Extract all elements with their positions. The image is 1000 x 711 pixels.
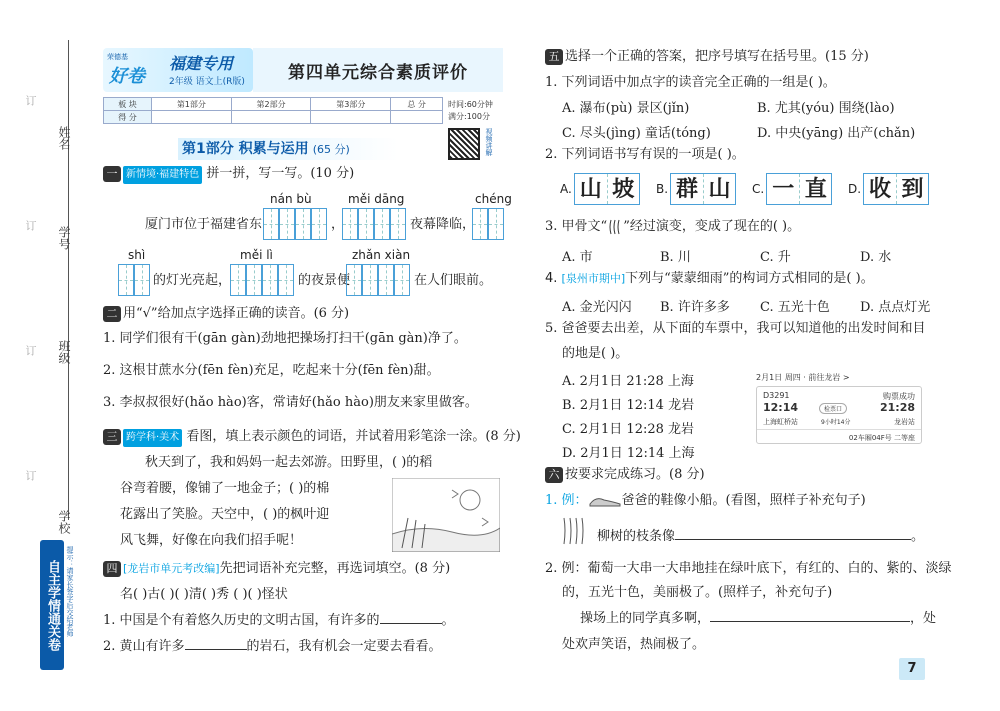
part1-title — [178, 138, 398, 160]
q6-heading — [545, 466, 705, 484]
q4-item-text: 的岩石，我有机会一定要去看看。 — [246, 639, 442, 654]
q6-e1c-text: 柳树的枝条像 — [597, 529, 676, 544]
word-char: 坡 — [607, 174, 639, 204]
ticket-date: 2月1日 周四 · 前往龙岩 > — [756, 373, 850, 382]
train-number: D3291 — [763, 391, 790, 400]
pinyin: chéng — [475, 192, 512, 206]
word-option-a[interactable] — [560, 173, 640, 205]
q3-line: 谷弯着腰，像铺了一地金子；( )的棉 — [120, 481, 330, 496]
time-limit: 时间:60分钟 — [448, 100, 493, 109]
q5-q5: 5. 爸爸要去出差，从下面的车票中，我可以知道他的出发时间和目 — [545, 321, 926, 336]
q2-item: 1. 同学们很有干(gān gàn)劲地把操场打扫干(gān gàn)净了。 — [103, 331, 467, 346]
q4-words: 名( )古( )( )清( )秀 ( )( )怪状 — [120, 587, 288, 602]
q3-text: 看图，填上表示颜色的词语，并试着用彩笔涂一涂。(8 分) — [186, 429, 521, 444]
q4-number: 四 — [103, 561, 121, 577]
grade-text: 2年级 语文上(R版) — [169, 77, 245, 87]
q6-e2-answer — [580, 610, 936, 628]
option[interactable]: C. 五光十色 — [760, 300, 830, 315]
pinyin: zhǎn xiàn — [352, 248, 411, 262]
page-title: 第四单元综合素质评价 — [253, 48, 503, 92]
pinyin: shì — [128, 248, 146, 262]
q6-e2c-text: 操场上的同学真多啊， — [580, 611, 711, 626]
option[interactable]: D. 点点灯光 — [860, 300, 931, 315]
option[interactable]: D. 中央(yāng) 出产(chǎn) — [757, 126, 916, 141]
option[interactable]: C. 尽头(jìng) 童话(tóng) — [562, 126, 711, 141]
option-letter: B. — [656, 182, 669, 196]
write-grid[interactable] — [342, 208, 406, 240]
brand-label: 荣德基 — [107, 53, 128, 61]
write-grid[interactable] — [263, 208, 327, 240]
word-option-b[interactable] — [656, 173, 736, 205]
q6-example-1 — [545, 492, 866, 510]
q3-line: 花露出了笑脸。天空中，( )的枫叶迎 — [120, 507, 330, 522]
option-letter: C. — [752, 182, 765, 196]
q1-text: 拼一拼，写一写。(10 分) — [206, 166, 355, 181]
q5-q2: 2. 下列词语书写有误的一项是( )。 — [545, 147, 745, 162]
answer-blank[interactable] — [675, 539, 911, 540]
word-char: 到 — [896, 174, 928, 204]
word-char: 收 — [869, 176, 892, 202]
option[interactable]: A. 金光闪闪 — [562, 300, 632, 315]
q1-heading — [103, 165, 354, 184]
q6-e2b: 的，五光十色，美丽极了。(照样子，补充句子) — [562, 585, 833, 600]
q5-number: 五 — [545, 49, 563, 65]
part1-label: 第1部分 积累与运用 — [182, 141, 309, 157]
option[interactable]: C. 升 — [760, 250, 791, 265]
option[interactable]: B. 尤其(yóu) 围绕(lào) — [757, 101, 895, 116]
qr-label: 视频讲解 — [485, 128, 493, 156]
answer-blank[interactable] — [380, 623, 442, 624]
q5-q3 — [545, 218, 800, 236]
q5-q4: 4. [泉州市期中]下列与“蒙蒙细雨”的构词方式相同的是( )。 — [545, 271, 874, 286]
score-table — [103, 97, 443, 124]
train-ticket — [756, 386, 922, 444]
score-head: 总 分 — [391, 98, 443, 111]
q1-line1b: ， — [331, 217, 345, 232]
write-grid[interactable] — [230, 264, 294, 296]
autumn-scene-image — [392, 478, 500, 552]
option[interactable]: A. 2月1日 21:28 上海 — [562, 374, 694, 389]
word-option-d[interactable] — [848, 173, 929, 205]
q3-line: 秋天到了，我和妈妈一起去郊游。田野里，( )的稻 — [145, 455, 433, 470]
ticket-status: 购票成功 — [883, 392, 915, 401]
word-char: 山 — [703, 174, 735, 204]
q5-q5b: 的地是( )。 — [562, 346, 629, 361]
binding-mark: 订 — [24, 345, 37, 356]
qr-code-icon[interactable] — [448, 128, 480, 160]
pinyin: nán bù — [270, 192, 312, 206]
oracle-bone-glyph-icon — [607, 219, 623, 235]
badge-text: 福建专用 — [169, 54, 234, 73]
depart-time: 12:14 — [763, 401, 799, 414]
q2-text: 用“√”给加点字选择正确的读音。(6 分) — [123, 306, 350, 321]
answer-blank[interactable] — [710, 621, 910, 622]
q4-item-text: 1. 中国是个有着悠久历史的文明古国，有许多的 — [103, 613, 380, 628]
option[interactable]: B. 川 — [660, 250, 691, 265]
q4-item-1: 1. 中国是个有着悠久历史的文明古国，有许多的 。 — [103, 613, 455, 628]
word-char: 群 — [676, 176, 699, 202]
q1-number: 一 — [103, 166, 121, 182]
q1-line1c: 夜幕降临， — [410, 217, 476, 232]
score-head: 第1部分 — [152, 98, 232, 111]
binding-line — [68, 40, 69, 520]
page-number: 7 — [899, 658, 925, 680]
option[interactable]: A. 市 — [562, 250, 593, 265]
q5-q3-text: 3. 甲骨文“ — [545, 219, 608, 234]
binding-mark: 订 — [24, 95, 37, 106]
q2-number: 二 — [103, 306, 121, 322]
shoe-icon — [588, 494, 622, 508]
brand-logo-icon: 好卷 — [109, 66, 145, 87]
q5-q1: 1. 下列词语中加点字的读音完全正确的一组是( )。 — [545, 75, 836, 90]
write-grid[interactable] — [472, 208, 504, 240]
option[interactable]: C. 2月1日 12:28 龙岩 — [562, 422, 695, 437]
q3-tag: 跨学科·美术 — [123, 429, 182, 447]
q6-e1-text: 爸爸的鞋像小船。(看图，照样子补充句子) — [621, 493, 866, 508]
q2-heading — [103, 305, 349, 323]
q6-e2: 2. 例：葡萄一大串一大串地挂在绿叶底下，有红的、白的、紫的、淡绿 — [545, 561, 952, 576]
q2-item: 3. 李叔叔很好(hǎo hào)客，常请好(hǎo hào)朋友来家里做客。 — [103, 395, 478, 410]
option[interactable]: B. 许许多多 — [660, 300, 730, 315]
option[interactable]: A. 瀑布(pù) 景区(jǐn) — [562, 101, 690, 116]
q1-line2a: 的灯光亮起， — [153, 273, 232, 288]
option[interactable]: D. 2月1日 12:14 上海 — [562, 446, 695, 461]
score-cell[interactable] — [231, 111, 311, 124]
binding-mark: 订 — [24, 470, 37, 481]
option[interactable]: B. 2月1日 12:14 龙岩 — [562, 398, 695, 413]
number-label: 学号 — [57, 226, 71, 250]
q1-line2c: 在人们眼前。 — [414, 273, 493, 288]
word-option-c[interactable] — [752, 173, 832, 205]
q4-item-2 — [103, 638, 442, 656]
q6-e1-answer: 柳树的枝条像 。 — [597, 529, 925, 544]
q4-tag: [龙岩市单元考改编] — [123, 562, 220, 575]
binding-mark: 订 — [24, 220, 37, 231]
q6-e1-label: 1. 例： — [545, 493, 588, 508]
option-letter: A. — [560, 182, 572, 196]
q6-e2d-text: ，处 — [910, 611, 937, 626]
school-label: 学校 — [57, 510, 71, 534]
score-head: 板 块 — [104, 98, 152, 111]
class-label: 班级 — [57, 340, 71, 364]
score-cell[interactable] — [311, 111, 391, 124]
part1-score: (65 分) — [312, 143, 350, 156]
q3-number: 三 — [103, 429, 121, 445]
q1-line2b: 的夜景便 — [298, 273, 351, 288]
q6-text: 按要求完成练习。(8 分) — [565, 467, 705, 482]
word-char: 直 — [799, 174, 831, 204]
q4-heading — [103, 560, 450, 578]
write-grid[interactable] — [346, 264, 410, 296]
arrive-station: 龙岩站 — [894, 418, 915, 426]
q5-q3-text: ”经过演变，变成了现在的( )。 — [623, 219, 801, 234]
duration: 9小时14分 — [821, 419, 851, 426]
q5-heading — [545, 48, 869, 66]
q5-q4-tag: [泉州市期中] — [561, 272, 626, 285]
q4-item-text: 2. 黄山有许多 — [103, 639, 185, 654]
q1-line1a: 厦门市位于福建省东 — [145, 217, 263, 232]
word-char: 一 — [772, 176, 795, 202]
q6-number: 六 — [545, 467, 563, 483]
score-cell[interactable] — [152, 111, 232, 124]
q3-line: 风飞舞，好像在向我们招手呢！ — [120, 533, 303, 548]
q2-item: 2. 这根甘蔗水分(fēn fèn)充足，吃起来十分(fēn fèn)甜。 — [103, 363, 440, 378]
answer-blank[interactable] — [185, 649, 247, 650]
header-badge — [103, 48, 253, 92]
check-gate: 检票口 — [819, 403, 847, 414]
q5-text: 选择一个正确的答案，把序号填写在括号里。(15 分) — [565, 49, 869, 64]
pinyin: měi lì — [240, 248, 273, 262]
word-char: 山 — [579, 176, 602, 202]
seat-info: 02车厢04F号 二等座 — [848, 434, 915, 442]
exam-meta — [448, 99, 493, 123]
option[interactable]: D. 水 — [860, 250, 892, 265]
q6-e2e: 处欢声笑语，热闹极了。 — [562, 637, 706, 652]
q1-tag: 新情境·福建特色 — [123, 166, 202, 184]
q3-heading — [103, 428, 521, 447]
q4-text: 先把词语补充完整，再选词填空。(8 分) — [219, 561, 451, 576]
pinyin: měi dāng — [348, 192, 405, 206]
score-cell[interactable] — [391, 111, 443, 124]
q5-q4-text: 下列与“蒙蒙细雨”的构词方式相同的是( )。 — [625, 271, 874, 286]
name-label: 姓名 — [57, 126, 71, 150]
score-head: 第3部分 — [311, 98, 391, 111]
score-row-label: 得 分 — [104, 111, 152, 124]
arrive-time: 21:28 — [879, 401, 915, 414]
write-grid[interactable] — [118, 264, 150, 296]
willow-branch-icon — [560, 516, 590, 546]
depart-station: 上海虹桥站 — [763, 418, 798, 426]
full-score: 满分:100分 — [448, 112, 490, 121]
sidebar-tip-title: 自主学情通关卷 — [40, 540, 64, 670]
sidebar-tip-sub: 提示：请家长签字后交给老师 — [66, 546, 74, 637]
score-head: 第2部分 — [231, 98, 311, 111]
option-letter: D. — [848, 182, 862, 196]
